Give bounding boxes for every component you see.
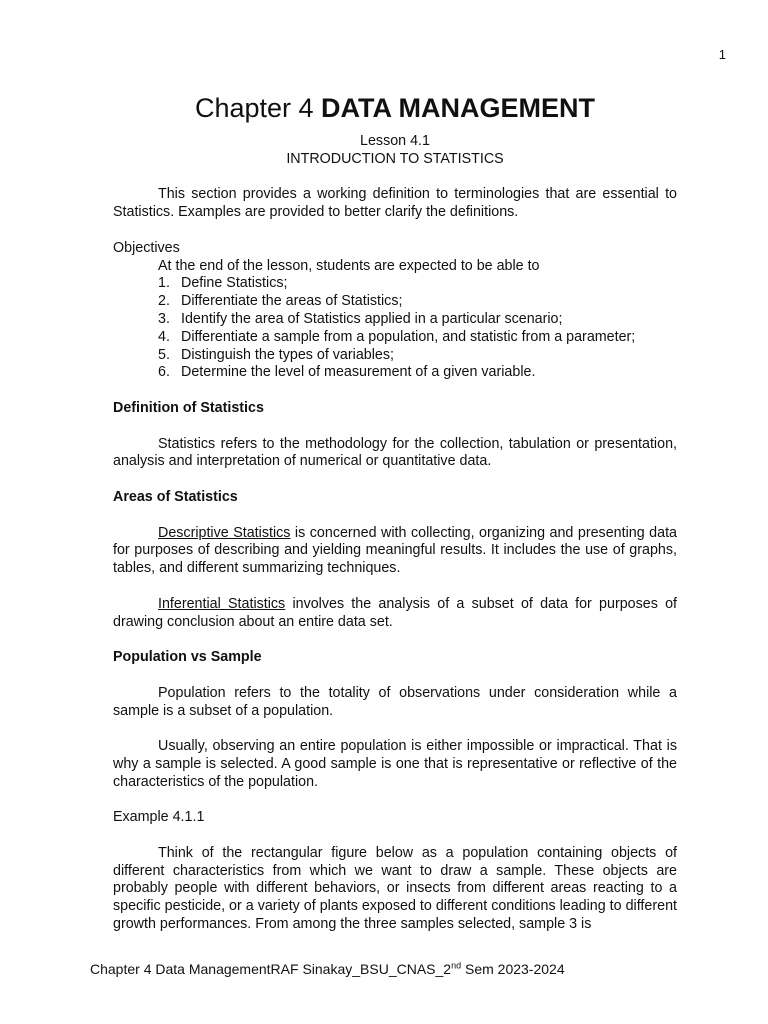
list-item	[113, 311, 677, 329]
lesson-name: INTRODUCTION TO STATISTICS	[286, 150, 504, 167]
chapter-title-bold: DATA MANAGEMENT	[321, 93, 596, 123]
objectives-list	[113, 275, 677, 382]
item-text: Define Statistics;	[181, 275, 288, 292]
footer-text: Chapter 4 Data ManagementRAF Sinakay_BSU_CNAS_2	[90, 961, 452, 977]
page-content	[113, 92, 677, 934]
population-heading: Population vs Sample	[113, 649, 262, 666]
definition-paragraph: Statistics refers to the methodology for the collection, tabulation or presentation, analysis and interpretation of numerical or quantitative data.	[113, 435, 677, 470]
inferential-paragraph	[113, 596, 677, 632]
item-text: Determine the level of measurement of a given variable.	[181, 364, 536, 381]
descriptive-paragraph	[113, 525, 677, 578]
objectives-lead: At the end of the lesson, students are expected to be able to	[158, 257, 540, 274]
item-number: 1.	[158, 275, 170, 292]
item-number: 6.	[158, 364, 170, 381]
item-number: 3.	[158, 310, 170, 327]
list-item	[113, 275, 677, 293]
population-paragraph-1: Population refers to the totality of observations under consideration while a sample is a subset of a population.	[113, 684, 677, 719]
descriptive-term: Descriptive Statistics	[158, 524, 291, 541]
chapter-title	[113, 92, 677, 124]
chapter-title-prefix: Chapter 4	[194, 93, 322, 123]
inferential-term: Inferential Statistics	[158, 595, 286, 612]
item-text: Distinguish the types of variables;	[181, 346, 394, 363]
lesson-number: Lesson 4.1	[360, 133, 430, 149]
example-paragraph: Think of the rectangular figure below as a population containing objects of different characteristics from which we want to draw a sample. These objects are probably people with different behaviors, or insects from different areas reacting to a specific pesticide, or a variety of plants exposed to different conditions leading to different growth performances. From among the three samples selected, sample 3 is	[113, 844, 677, 933]
list-item	[113, 364, 677, 382]
definition-heading: Definition of Statistics	[113, 399, 264, 416]
areas-heading: Areas of Statistics	[113, 488, 238, 505]
footer-superscript: nd	[451, 960, 462, 971]
item-text: Differentiate the areas of Statistics;	[181, 293, 403, 310]
objectives-heading: Objectives	[113, 239, 180, 256]
item-number: 2.	[158, 293, 170, 310]
inferential-text: involves the analysis of a subset of data for purposes of drawing conclusion about an entire data set.	[113, 595, 677, 630]
example-label: Example 4.1.1	[113, 809, 205, 826]
item-number: 4.	[158, 328, 170, 345]
lesson-header	[113, 133, 677, 169]
footer-tail: Sem 2023-2024	[461, 961, 565, 977]
list-item	[113, 293, 677, 311]
population-paragraph-2: Usually, observing an entire population is either impossible or impractical. That is why a sample is selected. A good sample is one that is representative or reflective of the characteristics of the population.	[113, 738, 677, 790]
item-text: Identify the area of Statistics applied in a particular scenario;	[181, 310, 563, 327]
page-number: 1	[718, 47, 726, 62]
page-footer	[90, 961, 565, 979]
item-text: Differentiate a sample from a population, and statistic from a parameter;	[181, 328, 636, 345]
descriptive-text: is concerned with collecting, organizing and presenting data for purposes of describing and yielding meaningful results. It includes the use of graphs, tables, and different summarizing techniques.	[113, 524, 677, 577]
list-item	[113, 347, 677, 365]
list-item	[113, 329, 677, 347]
intro-paragraph: This section provides a working definition to terminologies that are essential to Statistics. Examples are provided to better clarify the definitions.	[113, 186, 677, 221]
item-number: 5.	[158, 346, 170, 363]
